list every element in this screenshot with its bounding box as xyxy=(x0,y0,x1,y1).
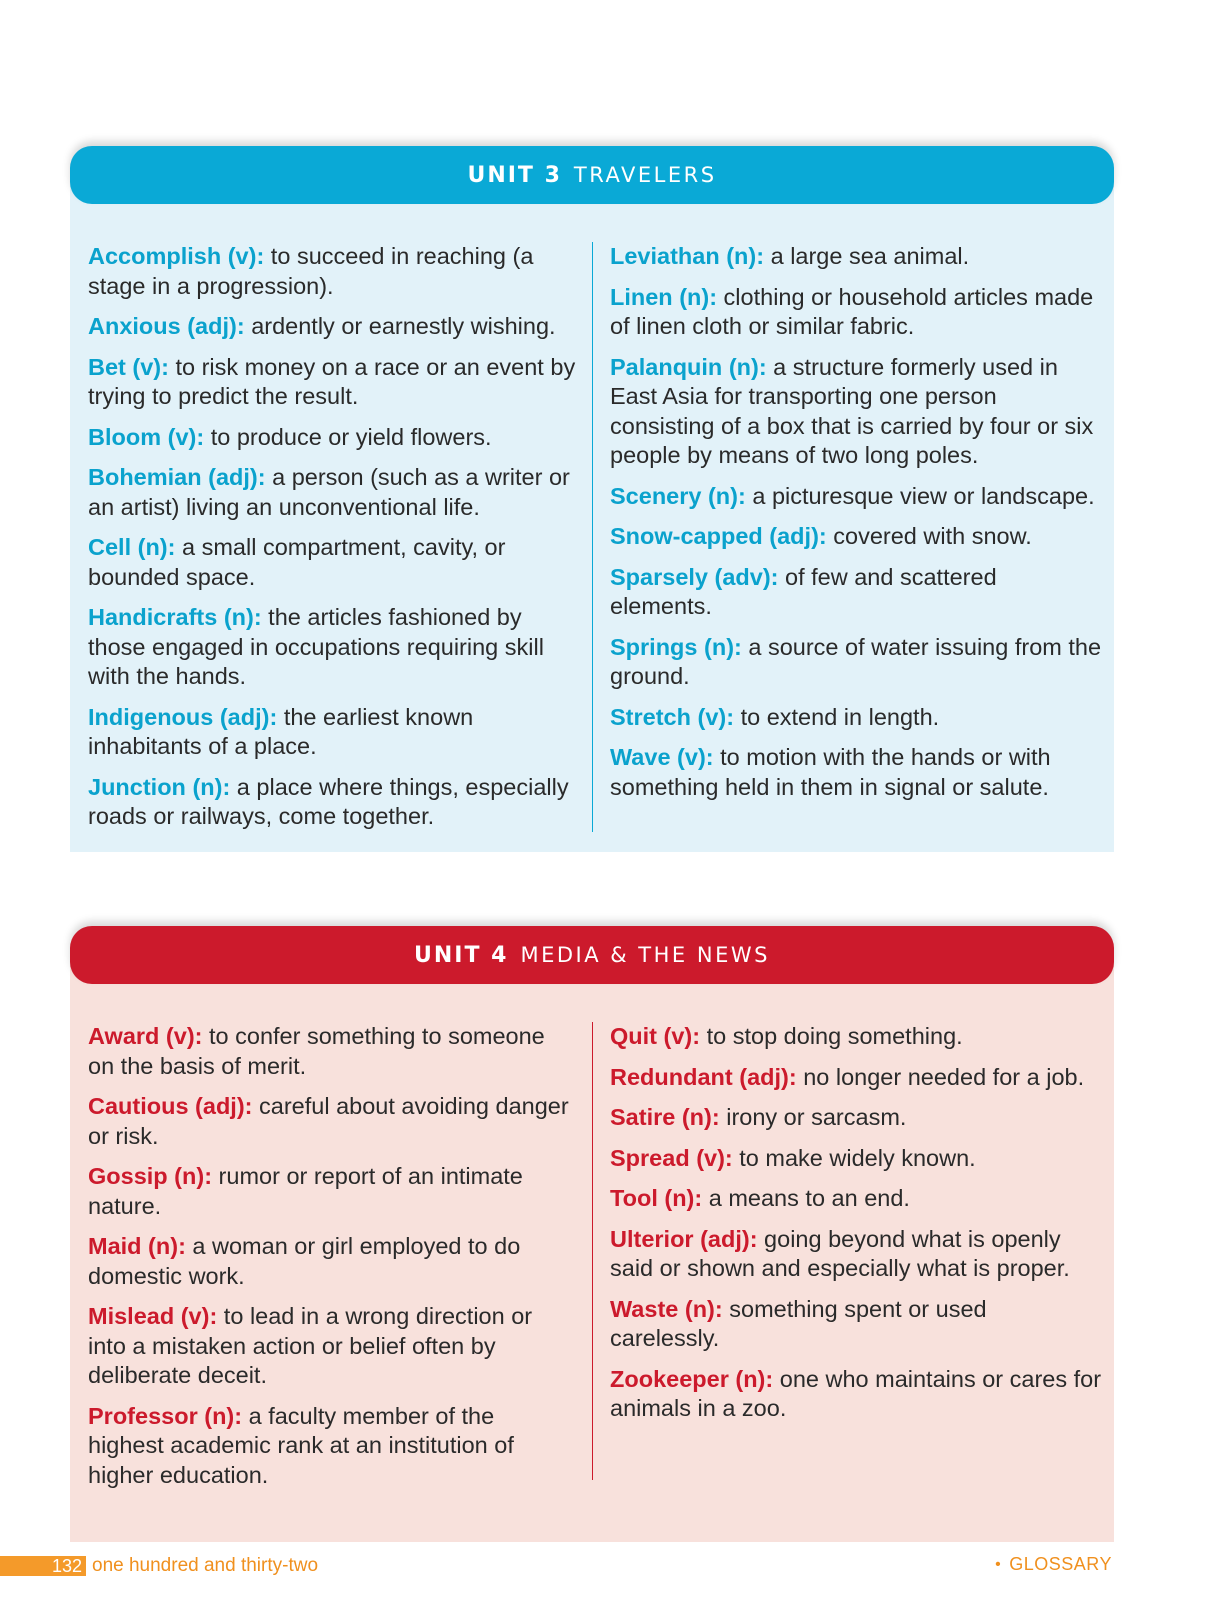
glossary-term: Leviathan (n): xyxy=(610,243,765,269)
glossary-entry xyxy=(610,242,1102,272)
glossary-definition: a faculty member of the highest academic rank at an institution of higher education. xyxy=(88,1402,514,1488)
glossary-term: Waste (n): xyxy=(610,1295,723,1322)
unit-3-section xyxy=(70,146,1114,829)
glossary-term: Mislead (v): xyxy=(88,1303,218,1329)
glossary-definition: a person (such as a writer or an artist) living an unconventional life. xyxy=(88,464,570,520)
unit-4-right-column xyxy=(610,1022,1102,1435)
glossary-definition: to make widely known. xyxy=(732,1144,976,1171)
glossary-definition: a woman or girl employed to do domestic work. xyxy=(88,1233,521,1289)
glossary-entry xyxy=(88,423,576,453)
glossary-term: Award (v): xyxy=(88,1023,203,1049)
glossary-entry xyxy=(610,563,1102,622)
unit-4-column-divider xyxy=(592,1022,593,1480)
glossary-term: Bet (v): xyxy=(88,353,169,380)
glossary-definition: going beyond what is openly said or shown and especially what is proper. xyxy=(610,1225,1070,1281)
glossary-entry xyxy=(610,1144,1102,1174)
glossary-term: Wave (v): xyxy=(610,744,714,770)
glossary-entry xyxy=(88,1232,576,1291)
glossary-entry xyxy=(610,1365,1102,1424)
glossary-term: Palanquin (n): xyxy=(610,353,767,380)
glossary-term: Cautious (adj): xyxy=(88,1093,253,1119)
glossary-term: Accomplish (v): xyxy=(88,243,265,269)
glossary-entry xyxy=(610,1063,1102,1093)
glossary-entry xyxy=(88,353,576,412)
glossary-term: Anxious (adj): xyxy=(88,313,245,339)
glossary-term: Sparsely (adv): xyxy=(610,563,779,590)
glossary-definition: to motion with the hands or with something held in them in signal or salute. xyxy=(610,744,1051,800)
unit-3-left-column xyxy=(88,242,576,843)
glossary-term: Handicrafts (n): xyxy=(88,604,262,630)
unit-3-header xyxy=(70,146,1114,204)
glossary-definition: to lead in a wrong direction or into a mistaken action or belief often by deliberate deceit. xyxy=(88,1303,533,1388)
glossary-entry xyxy=(88,1162,576,1221)
glossary-entry xyxy=(88,603,576,692)
glossary-entry xyxy=(88,533,576,592)
glossary-entry xyxy=(610,1295,1102,1354)
glossary-definition: a large sea animal. xyxy=(764,243,970,269)
glossary-entry xyxy=(88,242,576,301)
glossary-term: Scenery (n): xyxy=(610,482,746,509)
glossary-entry xyxy=(610,633,1102,692)
glossary-entry xyxy=(88,1022,576,1081)
glossary-definition: of few and scattered elements. xyxy=(610,563,997,619)
glossary-entry xyxy=(88,1302,576,1391)
glossary-definition: to extend in length. xyxy=(734,703,940,730)
glossary-definition: to confer something to someone on the basis of merit. xyxy=(88,1023,545,1079)
glossary-term: Cell (n): xyxy=(88,534,176,560)
glossary-term: Gossip (n): xyxy=(88,1163,213,1189)
glossary-entry xyxy=(88,773,576,832)
glossary-term: Satire (n): xyxy=(610,1104,720,1130)
unit-4-title: MEDIA & THE NEWS xyxy=(520,943,770,967)
page-footer-right xyxy=(995,1554,1112,1575)
glossary-definition: a source of water issuing from the ground. xyxy=(610,633,1102,689)
glossary-term: Junction (n): xyxy=(88,773,231,800)
glossary-term: Stretch (v): xyxy=(610,703,735,730)
glossary-entry xyxy=(88,312,576,342)
glossary-term: Snow-capped (adj): xyxy=(610,523,827,549)
unit-4-header xyxy=(70,926,1114,984)
glossary-entry xyxy=(610,353,1102,471)
glossary-definition: careful about avoiding danger or risk. xyxy=(88,1093,569,1149)
glossary-entry xyxy=(88,1092,576,1151)
glossary-definition: to produce or yield flowers. xyxy=(204,423,492,450)
page-number: 132 xyxy=(0,1556,86,1576)
glossary-term: Spread (v): xyxy=(610,1144,733,1171)
glossary-definition: to risk money on a race or an event by trying to predict the result. xyxy=(88,353,576,409)
glossary-definition: the articles fashioned by those engaged in occupations requiring skill with the hands. xyxy=(88,604,544,689)
glossary-entry xyxy=(610,482,1102,512)
glossary-term: Ulterior (adj): xyxy=(610,1225,758,1252)
glossary-definition: ardently or earnestly wishing. xyxy=(244,313,556,339)
glossary-definition: no longer needed for a job. xyxy=(796,1063,1085,1090)
glossary-term: Maid (n): xyxy=(88,1233,186,1259)
glossary-definition: a structure formerly used in East Asia for transporting one person consisting of a box that is carried by four or six people by means of two long poles. xyxy=(610,353,1094,468)
glossary-entry xyxy=(610,1103,1102,1133)
glossary-term: Zookeeper (n): xyxy=(610,1365,774,1392)
glossary-entry xyxy=(88,703,576,762)
glossary-definition: a means to an end. xyxy=(702,1185,910,1211)
glossary-term: Tool (n): xyxy=(610,1185,703,1211)
unit-3-column-divider xyxy=(592,242,593,832)
unit-3-glossary-panel xyxy=(70,174,1114,852)
glossary-entry xyxy=(610,1225,1102,1284)
glossary-term: Linen (n): xyxy=(610,283,718,310)
glossary-entry xyxy=(610,1022,1102,1052)
glossary-term: Professor (n): xyxy=(88,1402,243,1429)
unit-4-label: UNIT 4 xyxy=(414,942,509,968)
glossary-term: Bloom (v): xyxy=(88,423,205,450)
glossary-definition: one who maintains or cares for animals in a zoo. xyxy=(610,1365,1102,1421)
glossary-entry xyxy=(88,463,576,522)
glossary-definition: a place where things, especially roads or railways, come together. xyxy=(88,773,569,829)
bullet-icon: • xyxy=(995,1555,1002,1573)
glossary-term: Redundant (adj): xyxy=(610,1063,797,1090)
glossary-definition: to stop doing something. xyxy=(700,1023,963,1049)
glossary-entry xyxy=(88,1402,576,1491)
unit-3-right-column xyxy=(610,242,1102,813)
glossary-definition: rumor or report of an intimate nature. xyxy=(88,1163,523,1219)
unit-3-label: UNIT 3 xyxy=(467,162,562,188)
unit-4-glossary-panel xyxy=(70,954,1114,1542)
glossary-definition: something spent or used carelessly. xyxy=(610,1295,987,1351)
unit-3-title: TRAVELERS xyxy=(573,163,717,187)
glossary-term: Springs (n): xyxy=(610,633,742,660)
glossary-entry xyxy=(610,1184,1102,1214)
glossary-definition: a picturesque view or landscape. xyxy=(745,482,1095,509)
glossary-term: Quit (v): xyxy=(610,1023,701,1049)
glossary-entry xyxy=(610,743,1102,802)
unit-4-section xyxy=(70,926,1114,1488)
glossary-entry xyxy=(610,703,1102,733)
unit-4-left-column xyxy=(88,1022,576,1501)
glossary-term: Bohemian (adj): xyxy=(88,464,266,490)
page-number-words: one hundred and thirty-two xyxy=(92,1555,319,1576)
glossary-definition: covered with snow. xyxy=(826,523,1032,549)
glossary-entry xyxy=(610,283,1102,342)
glossary-definition: a small compartment, cavity, or bounded space. xyxy=(88,534,506,590)
glossary-term: Indigenous (adj): xyxy=(88,703,278,730)
section-name: GLOSSARY xyxy=(1009,1554,1112,1574)
glossary-definition: irony or sarcasm. xyxy=(719,1104,907,1130)
glossary-entry xyxy=(610,522,1102,552)
page-footer-left xyxy=(0,1556,318,1576)
glossary-definition: the earliest known inhabitants of a place. xyxy=(88,703,474,759)
glossary-definition: clothing or household articles made of linen cloth or similar fabric. xyxy=(610,283,1094,339)
glossary-definition: to succeed in reaching (a stage in a progression). xyxy=(88,243,534,299)
